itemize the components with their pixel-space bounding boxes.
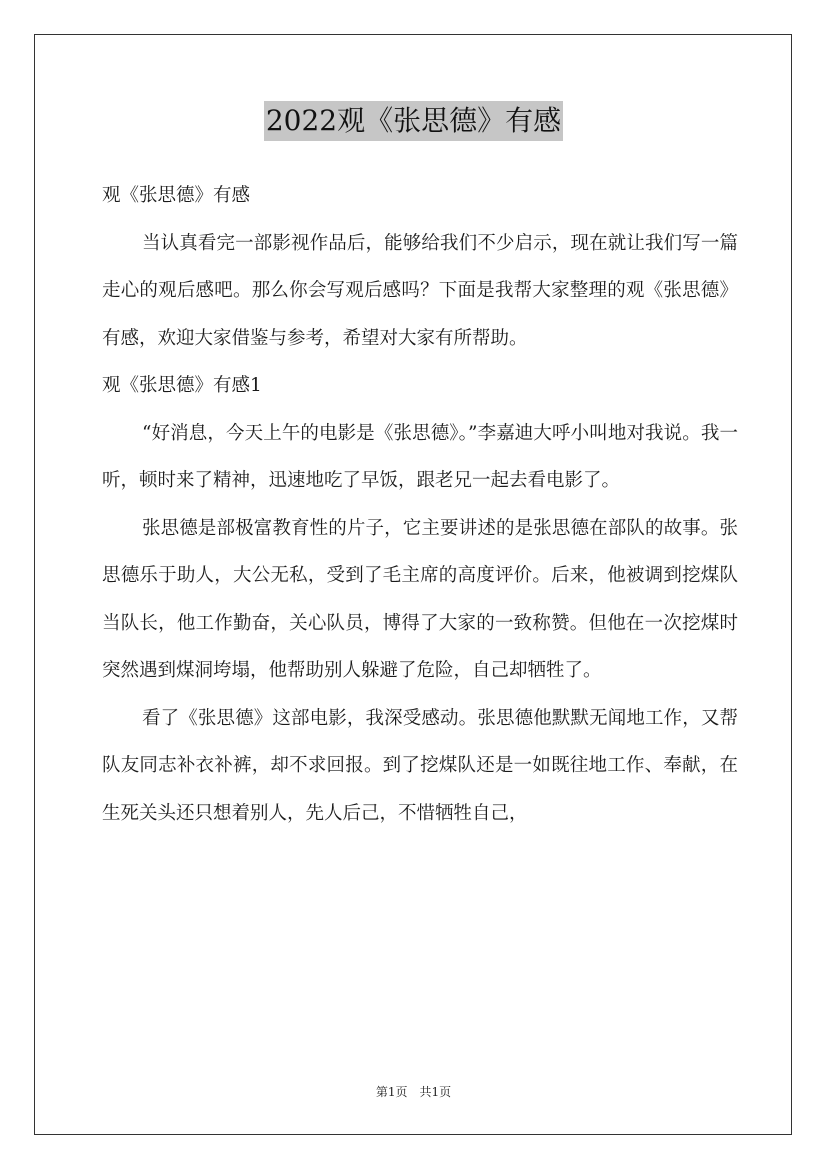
paragraph-body: 看了《张思德》这部电影，我深受感动。张思德他默默无闻地工作，又帮队友同志补衣补裤，却不求回报。到了挖煤队还是一如既往地工作、奉献，在生死关头还只想着别人，先人后己，不惜牺牲自己， — [102, 707, 738, 824]
paragraph-body: “好消息，今天上午的电影是《张思德》。”李嘉迪大呼小叫地对我说。我一听，顿时来了精神，迅速地吃了早饭，跟老兄一起去看电影了。 — [102, 422, 738, 491]
title-container — [0, 101, 827, 141]
page-total: 共1页 — [419, 1085, 452, 1099]
document-title: 2022观《张思德》有感 — [264, 101, 563, 141]
paragraph-heading: 观《张思德》有感 — [102, 185, 251, 206]
document-body — [102, 172, 738, 837]
paragraph-section-heading: 观《张思德》有感1 — [102, 375, 262, 396]
paragraph-intro: 当认真看完一部影视作品后，能够给我们不少启示，现在就让我们写一篇走心的观后感吧。那么你会写观后感吗？下面是我帮大家整理的观《张思德》有感，欢迎大家借鉴与参考，希望对大家有所帮助。 — [102, 232, 738, 349]
paragraph-body: 张思德是部极富教育性的片子，它主要讲述的是张思德在部队的故事。张思德乐于助人，大公无私，受到了毛主席的高度评价。后来，他被调到挖煤队当队长，他工作勤奋，关心队员，博得了大家的一致称赞。但他在一次挖煤时突然遇到煤洞垮塌，他帮助别人躲避了危险，自己却牺牲了。 — [102, 517, 738, 681]
page-number: 第1页 — [375, 1085, 408, 1099]
page-footer — [0, 1083, 827, 1100]
